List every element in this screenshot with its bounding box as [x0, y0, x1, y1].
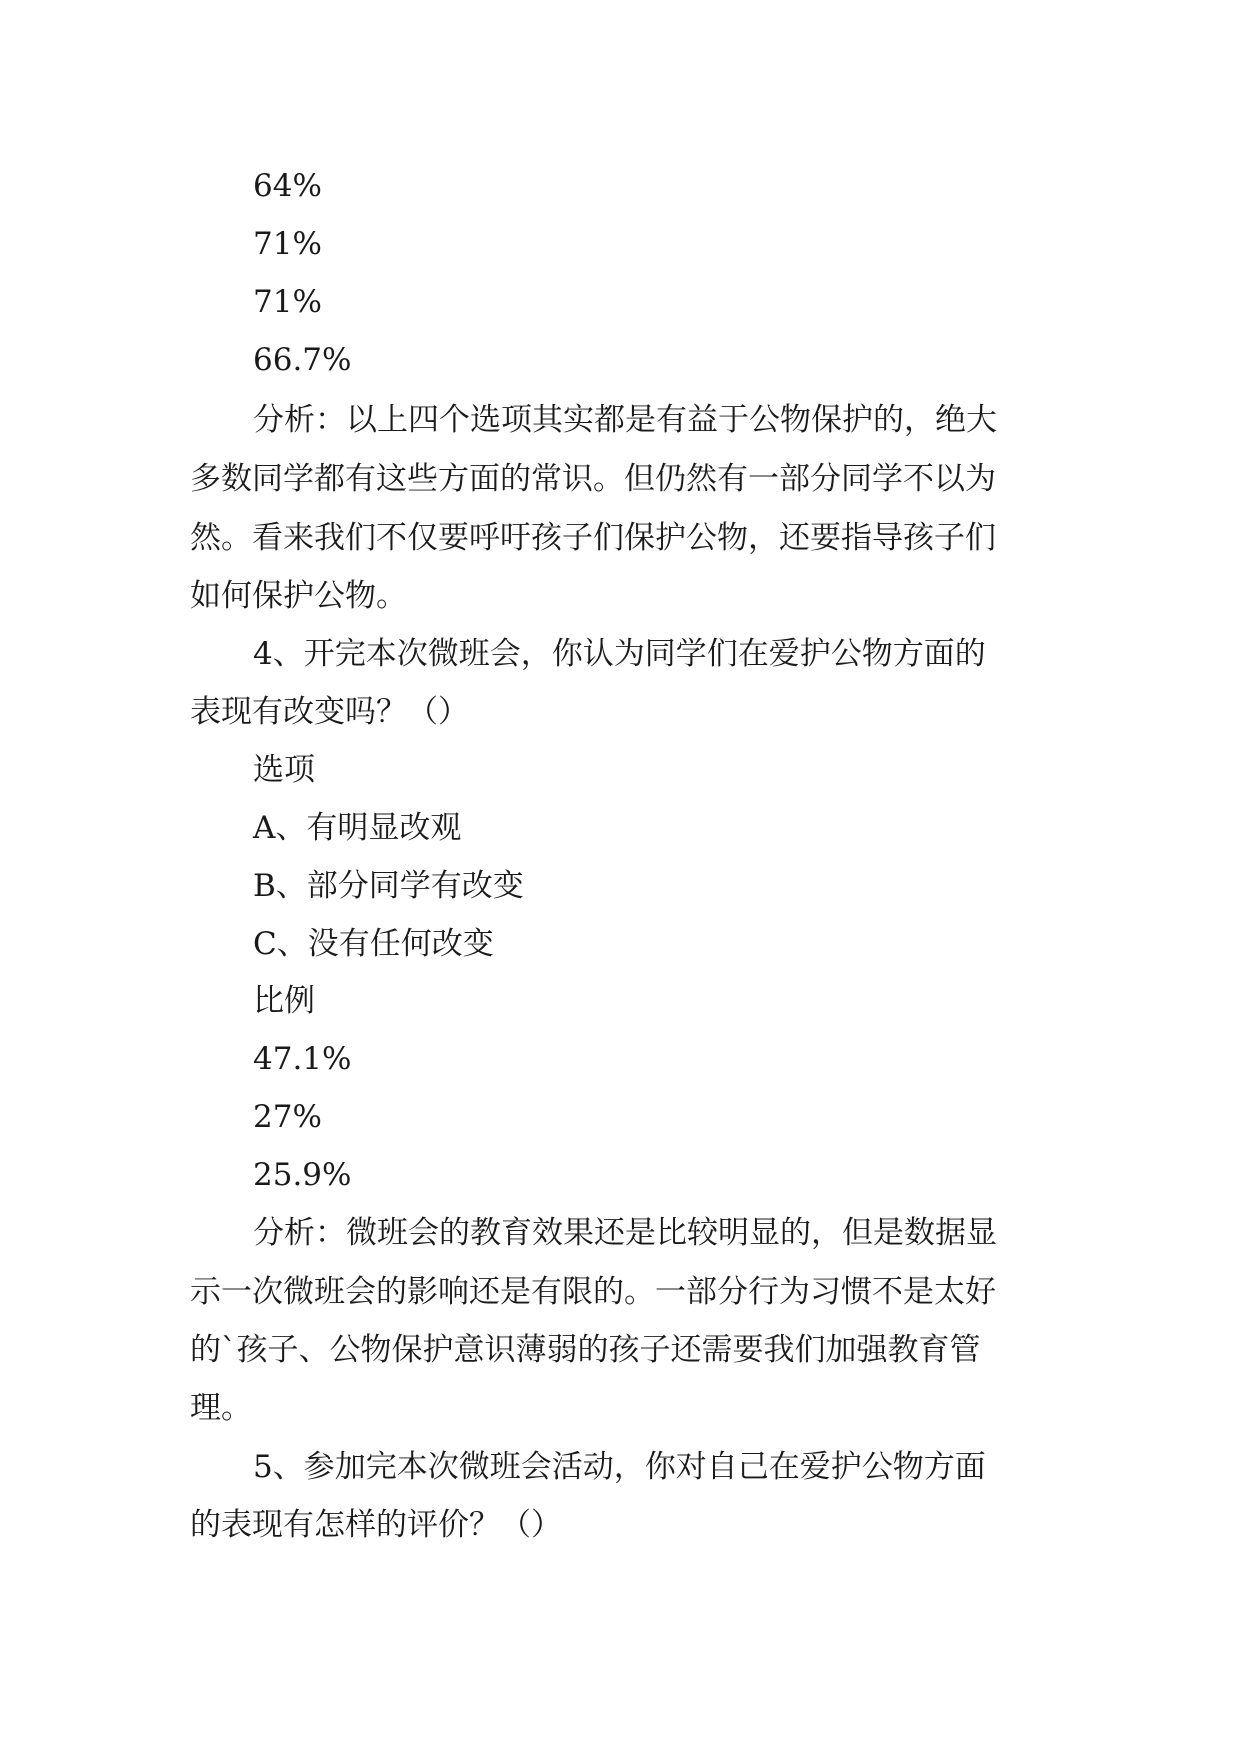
option-c: C、没有任何改变: [253, 926, 494, 962]
q3-ratio-1: 64%: [253, 168, 322, 204]
question-4-line-1: 4、开完本次微班会，你认为同学们在爱护公物方面的: [253, 636, 986, 672]
option-b: B、部分同学有改变: [253, 868, 524, 904]
analysis-1-line-1: 分析：以上四个选项其实都是有益于公物保护的，绝大: [253, 402, 997, 438]
q3-ratio-2: 71%: [253, 226, 322, 262]
q4-ratio-b: 27%: [253, 1099, 322, 1135]
analysis-1-line-2: 多数同学都有这些方面的常识。但仍然有一部分同学不以为: [190, 461, 996, 497]
q3-ratio-3: 71%: [253, 284, 322, 320]
analysis-2-line-2: 示一次微班会的影响还是有限的。一部分行为习惯不是太好: [190, 1274, 996, 1310]
question-5-line-1: 5、参加完本次微班会活动，你对自己在爱护公物方面: [253, 1449, 986, 1485]
options-heading: 选项: [253, 752, 315, 788]
analysis-1-line-4: 如何保护公物。: [190, 578, 407, 614]
analysis-2-line-1: 分析：微班会的教育效果还是比较明显的，但是数据显: [253, 1215, 997, 1251]
ratio-heading: 比例: [253, 983, 315, 1019]
analysis-2-line-3: 的`孩子、公物保护意识薄弱的孩子还需要我们加强教育管: [190, 1332, 981, 1368]
q4-ratio-c: 25.9%: [253, 1157, 352, 1193]
question-5-line-2: 的表现有怎样的评价？（）: [190, 1507, 562, 1543]
q3-ratio-4: 66.7%: [253, 342, 352, 378]
option-a: A、有明显改观: [253, 810, 462, 846]
q4-ratio-a: 47.1%: [253, 1041, 352, 1077]
analysis-1-line-3: 然。看来我们不仅要呼吁孩子们保护公物，还要指导孩子们: [190, 520, 996, 556]
question-4-line-2: 表现有改变吗？（）: [190, 694, 469, 730]
analysis-2-line-4: 理。: [190, 1390, 252, 1426]
